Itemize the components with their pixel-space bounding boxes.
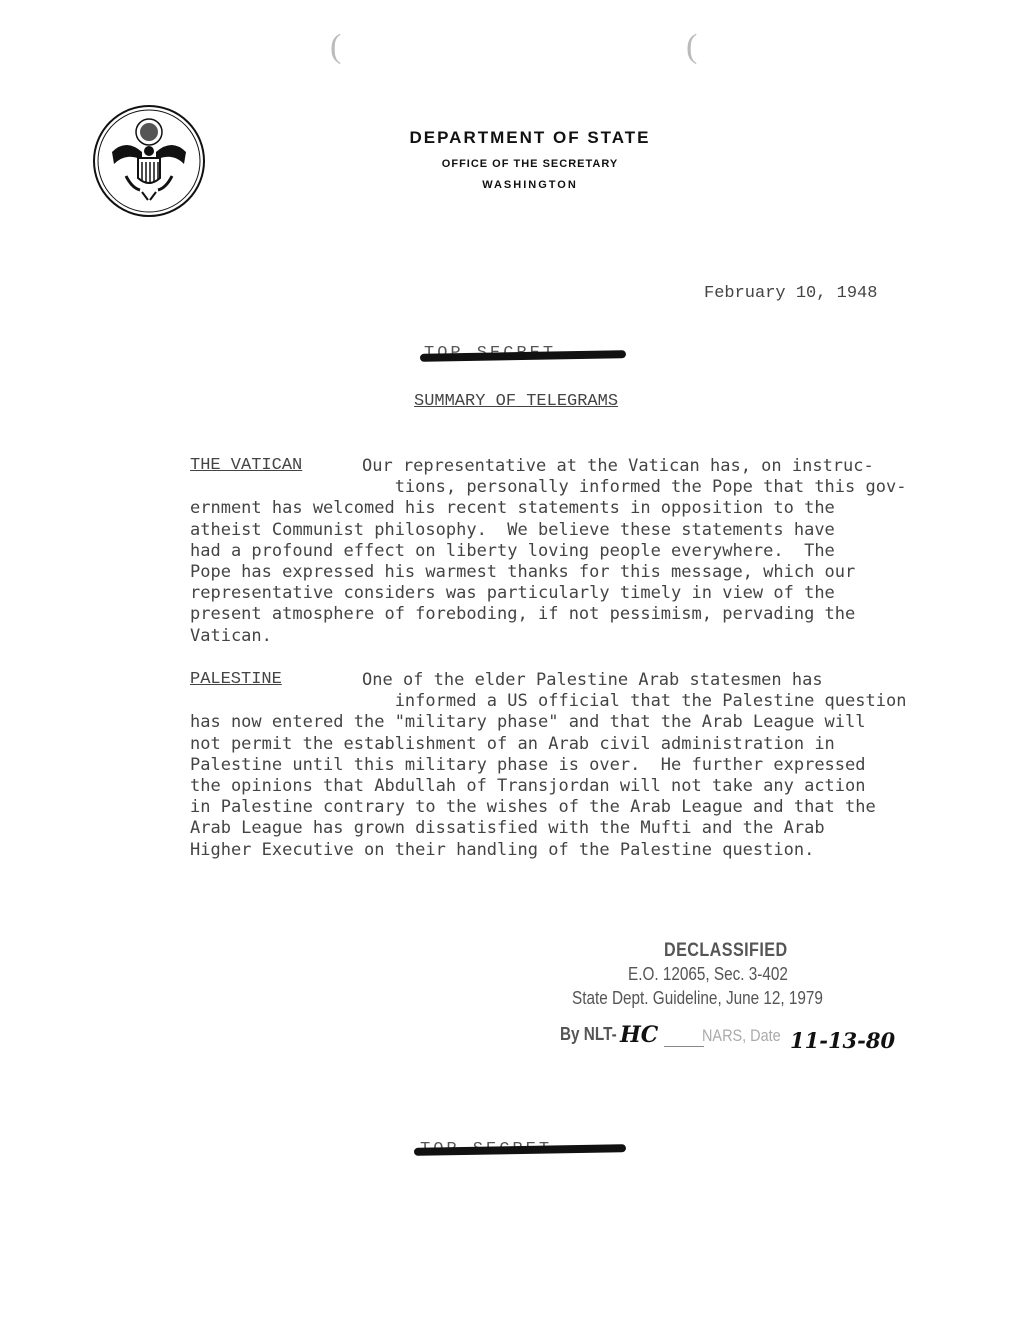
great-seal-icon [92,104,206,218]
declassified-initials: HC [620,1022,659,1048]
department-name: DEPARTMENT OF STATE [409,128,651,147]
section-text-vatican [190,456,906,647]
document-date: February 10, 1948 [704,284,878,303]
letterhead [340,128,720,191]
margin-mark-left: ( [330,28,342,65]
declassified-nars: NARS, Date [702,1026,781,1045]
office-name: OFFICE OF THE SECRETARY [441,158,619,170]
declassified-by: By NLT- [560,1024,617,1044]
declassified-guideline: State Dept. Guideline, June 12, 1979 [572,988,823,1008]
city-name: WASHINGTON [482,179,578,191]
section-body-palestine: One of the elder Palestine Arab statesmen has informed a US official that the Palestine question has now entered the "military phase" and that the Arab League will not permit the establishment of an Arab civil administration in Palestine until this military phase is over. He further expressed the opinions that Abdullah of Transjordan will not take any action in Palestine contrary to the wishes of the Arab League and that the Arab League has grown dissatisfied with the Mufti and the Arab Higher Executive on their handling of the Palestine question. [190,670,907,860]
section-label-vatican: THE VATICAN [190,456,303,475]
declassified-date: 11-13-80 [790,1028,896,1053]
margin-mark-right: ( [686,28,698,65]
section-text-palestine [190,670,906,861]
declassified-stamp-title: DECLASSIFIED [664,940,788,961]
declassified-eo: E.O. 12065, Sec. 3-402 [628,964,788,984]
signature-line [664,1046,704,1047]
section-label-palestine: PALESTINE [190,670,282,689]
section-body-vatican: Our representative at the Vatican has, on instruc- tions, personally informed the Pope that this gov- ernment has welcomed his recent statements in opposition to the atheist Communist philosophy. We believe these statements have had a profound effect on liberty loving people everywhere. The Pope has expressed his warmest thanks for this message, which our representative considers was particularly timely in view of the present atmosphere of foreboding, if not pessimism, pervading the Vatican. [190,456,907,646]
document-heading: SUMMARY OF TELEGRAMS [414,392,619,411]
